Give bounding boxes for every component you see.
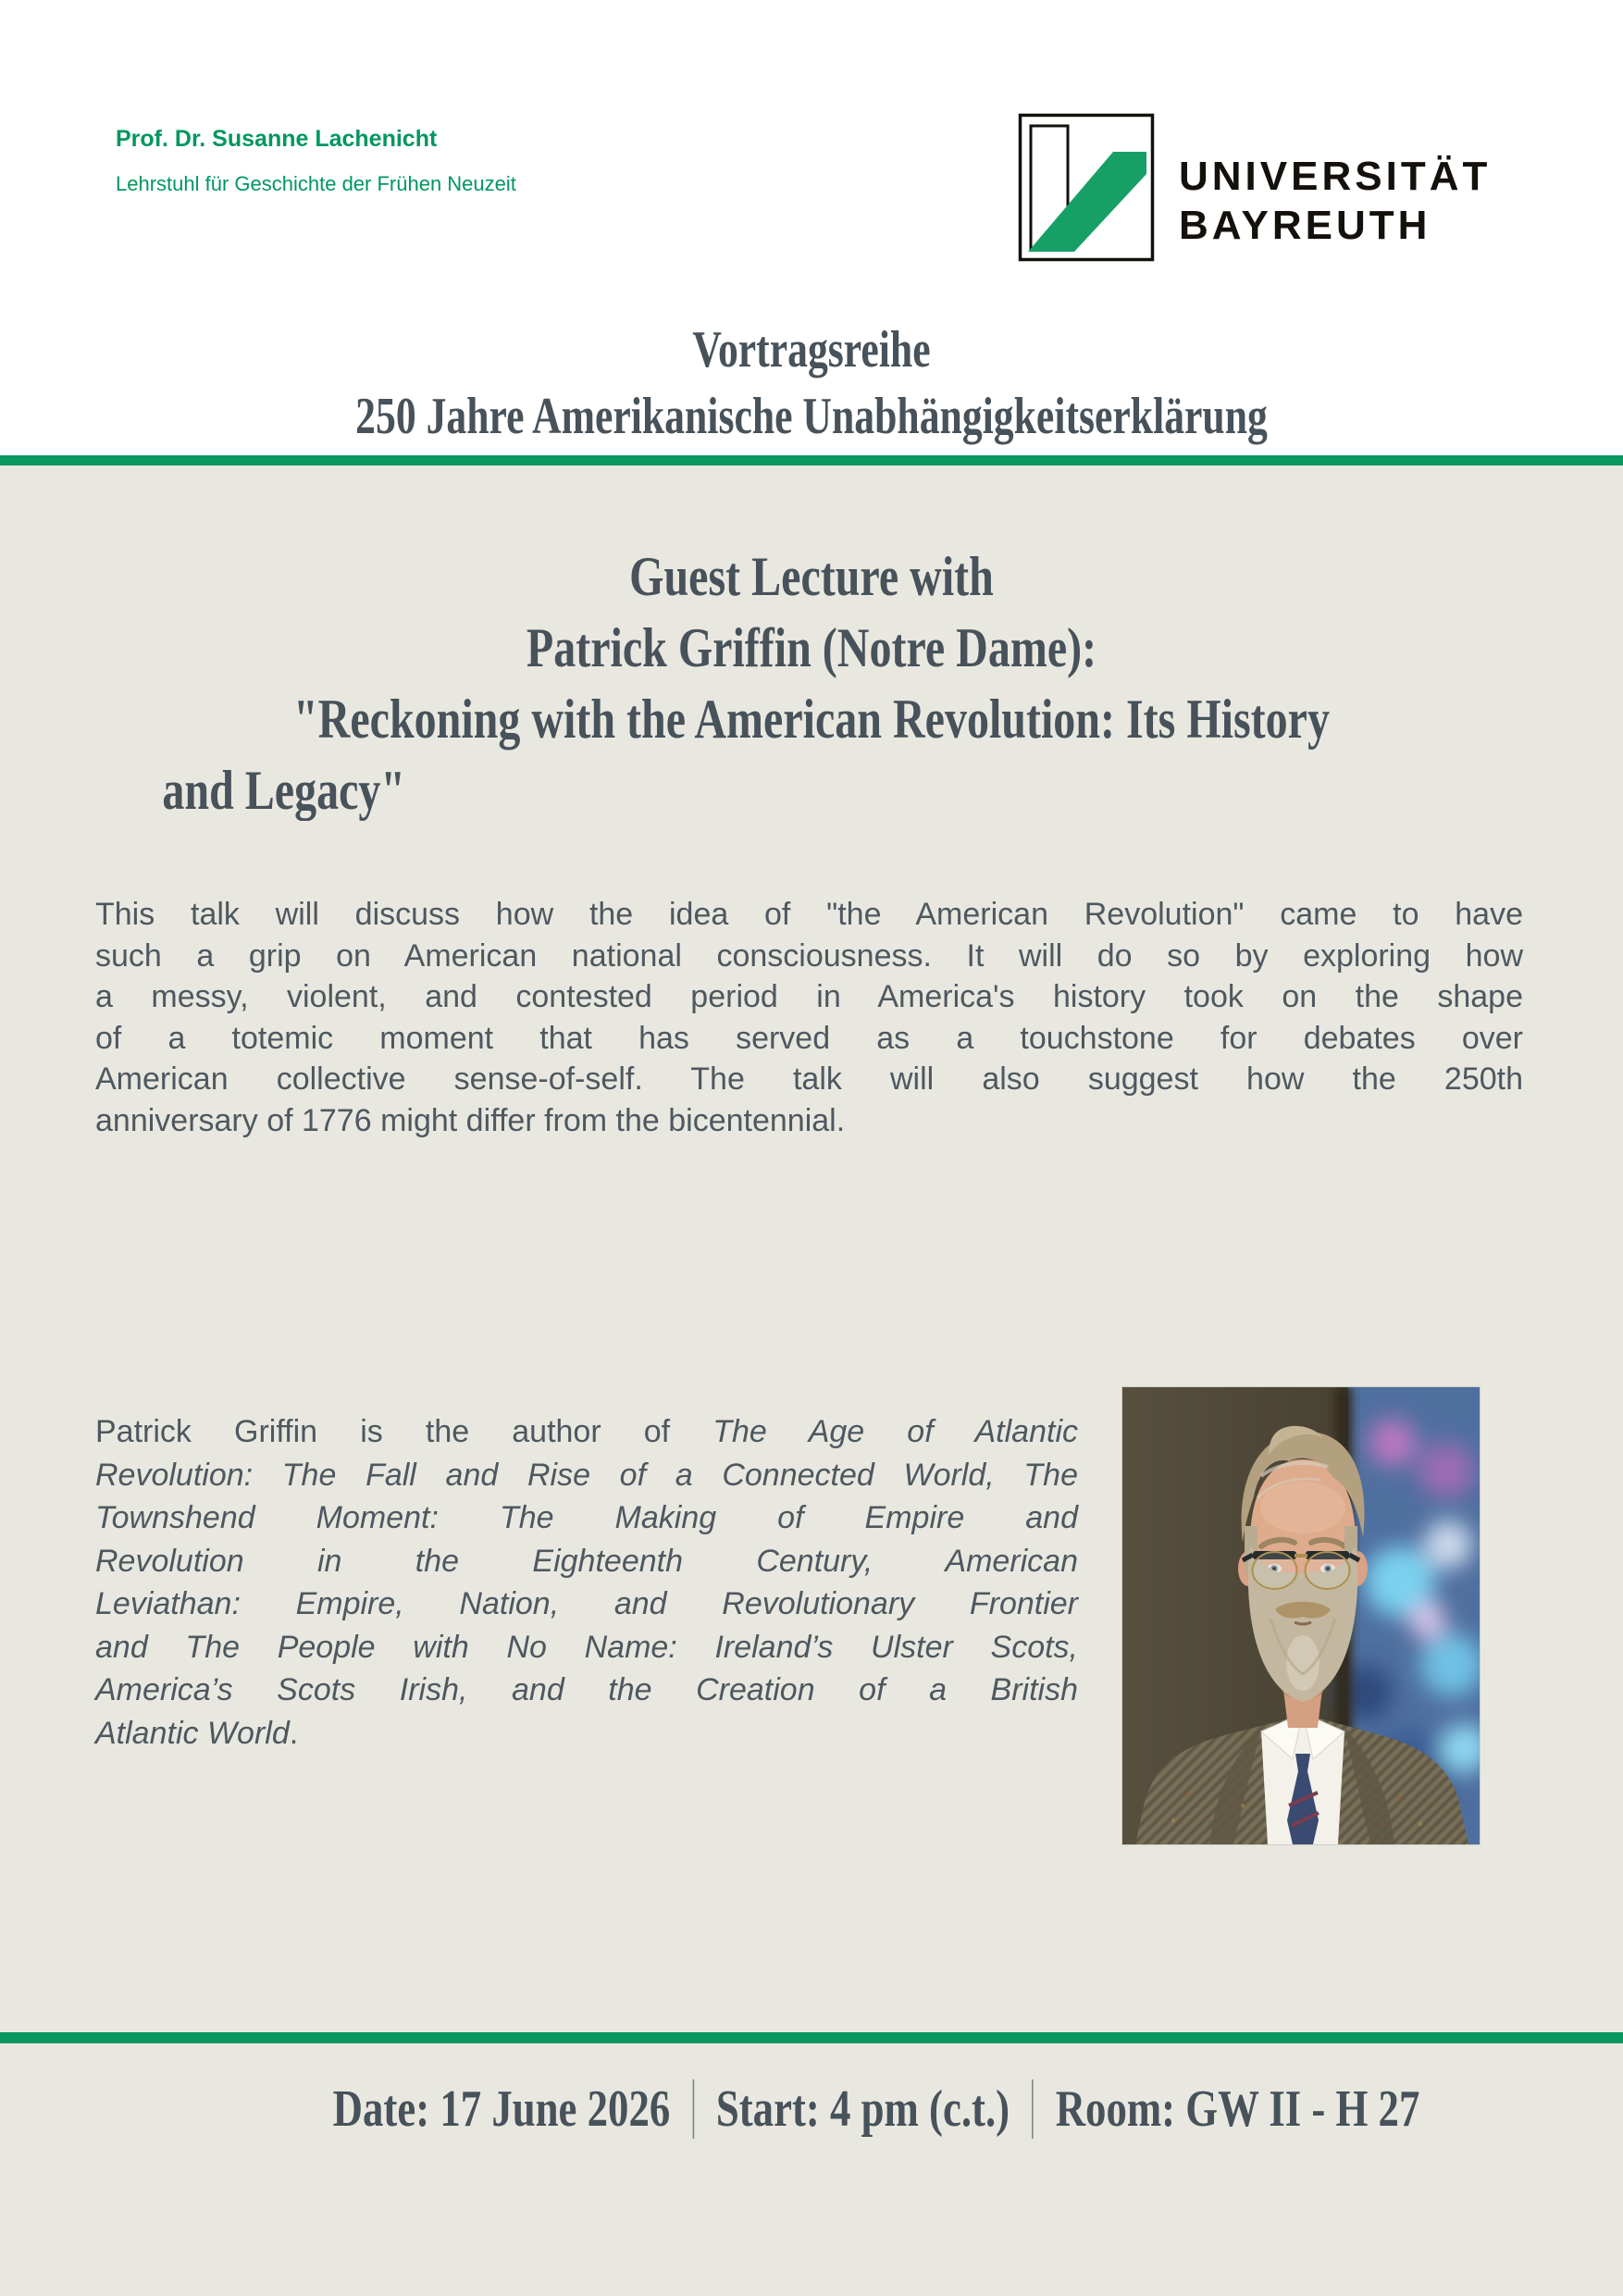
text-line: "Reckoning with the American Revolution: Its History <box>293 689 1330 750</box>
text-line: Revolution in the Eighteenth Century, American <box>95 1543 1078 1579</box>
lecture-heading <box>162 541 1460 826</box>
university-wordmark-line2: BAYREUTH <box>1179 203 1431 248</box>
chair-header <box>116 126 516 196</box>
abstract-paragraph <box>95 894 1523 1141</box>
text-line: Townshend Moment: The Making of Empire and <box>95 1500 1078 1535</box>
text-line: and Legacy" <box>162 760 406 821</box>
series-title <box>179 316 1444 450</box>
event-detail-segment: Room: GW II - H 27 <box>1055 2080 1420 2138</box>
text-line: Patrick Griffin (Notre Dame): <box>526 617 1097 678</box>
event-detail-segment: Start: 4 pm (c.t.) <box>715 2080 1010 2138</box>
text-line: Leviathan: Empire, Nation, and Revolutionary Frontier <box>95 1586 1078 1621</box>
text-line: a messy, violent, and contested period in America's history took on the shape <box>95 979 1523 1014</box>
green-divider-bottom <box>0 2032 1623 2043</box>
event-details <box>227 2079 1525 2139</box>
text-line: Atlantic World. <box>95 1715 299 1751</box>
speaker-portrait <box>1121 1386 1481 1845</box>
series-title-line2: 250 Jahre Amerikanische Unabhängigkeitserklärung <box>355 388 1268 445</box>
series-title-line1: Vortragsreihe <box>692 321 931 379</box>
footer-divider <box>1032 2079 1034 2139</box>
speaker-portrait-illustration <box>1122 1387 1480 1844</box>
green-divider-top <box>0 455 1623 465</box>
university-logo-mark-icon <box>1018 113 1155 262</box>
university-wordmark <box>1179 152 1491 262</box>
text-line: America’s Scots Irish, and the Creation of a British <box>95 1672 1078 1707</box>
chair-name: Lehrstuhl für Geschichte der Frühen Neuzeit <box>116 172 516 195</box>
text-line: This talk will discuss how the idea of "the American Revolution" came to have <box>95 897 1523 932</box>
speaker-bio-paragraph <box>95 1410 1078 1755</box>
text-line: Revolution: The Fall and Rise of a Connected World, The <box>95 1457 1078 1493</box>
text-line: of a totemic moment that has served as a touchstone for debates over <box>95 1020 1523 1056</box>
text-line: Patrick Griffin is the author of The Age of Atlantic <box>95 1414 1079 1449</box>
university-wordmark-line1: UNIVERSITÄT <box>1179 154 1492 199</box>
text-line: and The People with No Name: Ireland’s Ulster Scots, <box>95 1629 1078 1665</box>
text-line: Guest Lecture with <box>629 546 994 607</box>
text-line: such a grip on American national consciousness. It will do so by exploring how <box>95 937 1523 974</box>
professor-name: Prof. Dr. Susanne Lachenicht <box>116 126 438 152</box>
event-detail-segment: Date: 17 June 2026 <box>332 2080 671 2138</box>
footer-divider <box>692 2079 694 2139</box>
text-line: anniversary of 1776 might differ from the bicentennial. <box>95 1102 846 1138</box>
text-line: American collective sense-of-self. The talk will also suggest how the 250th <box>95 1061 1523 1097</box>
university-logo <box>1018 113 1491 262</box>
